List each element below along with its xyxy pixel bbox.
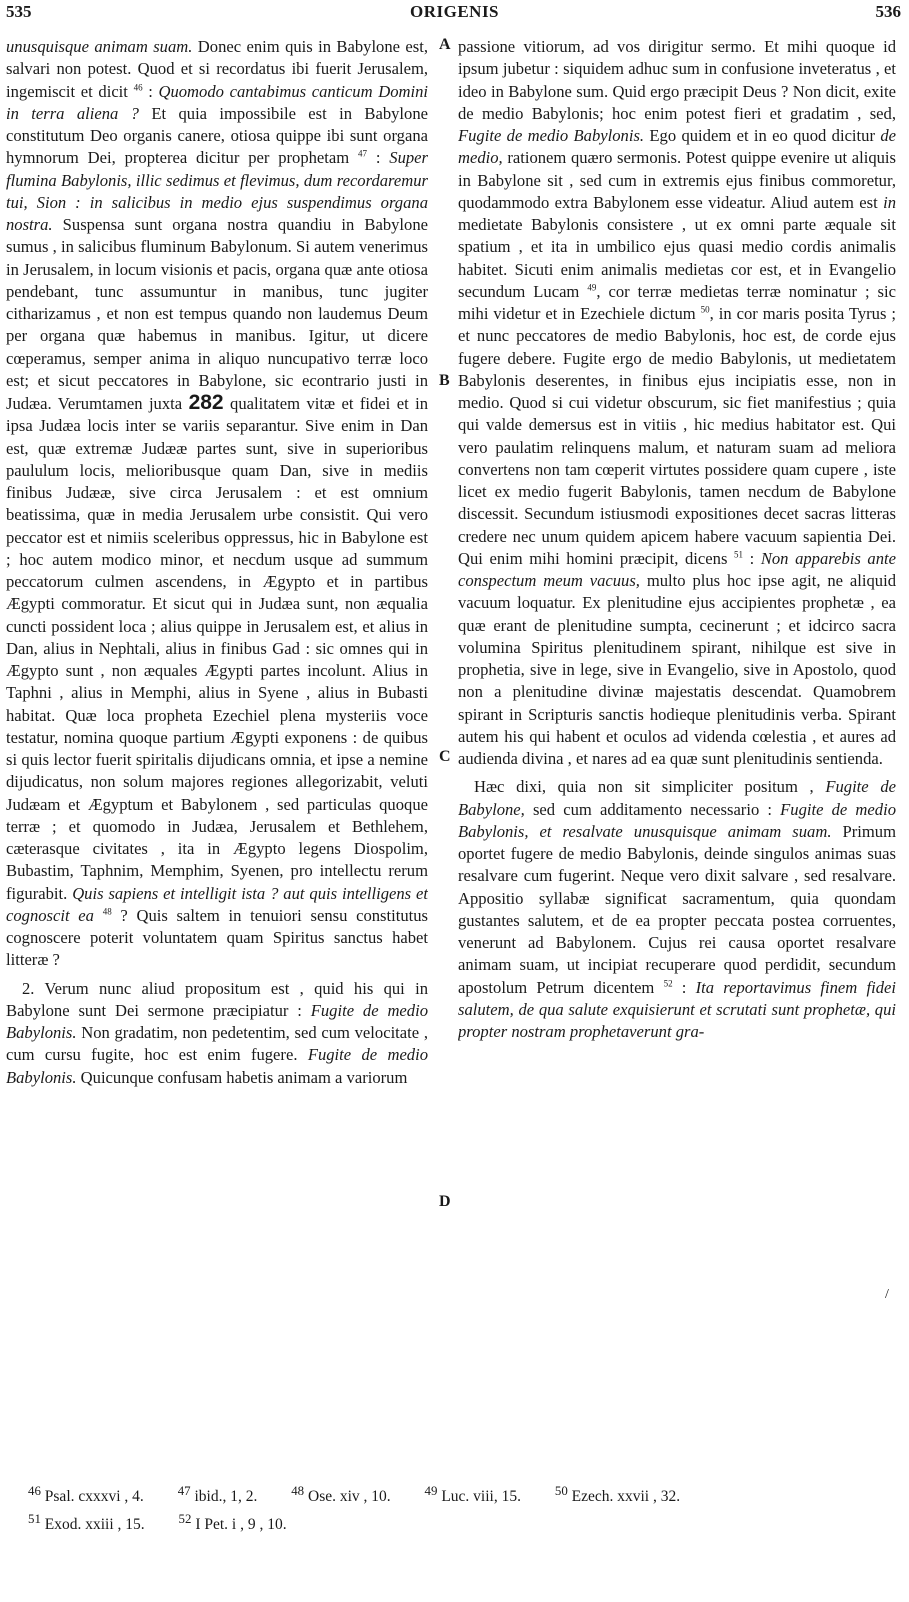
- footnotes-line-2: [28, 1508, 888, 1536]
- footnote-ref-48: 48: [102, 906, 112, 917]
- footnote-ref-51: 51: [734, 549, 743, 560]
- right-paragraph-2: Hæc dixi, quia non sit simpliciter positum , Fugite de Babylone, sed cum additamento necessario : Fugite de medio Babylonis, et resalvate unusquisque animam suam. Primum oportet fugere de medio Babylonis, deinde singulos animas suas resalvare cum fugerint. Neque vero dixit salvare , sed resalvare. Appositio syllabæ significat sacramentum, quia quondam gustantes salutem, et de ea propter peccata postea corruentes, venerunt ad Babylonem. Cujus rei causa oportet resalvare animam suam, ut incipiat recuperare quod perdidit, secundum apostolum Petrum dicentem $^{52}$ : Ita reportavimus finem fidei salutem, de qua salute exquisierunt et scrutati sunt prophetæ, qui propter nostram prophetaverunt gra-: [458, 777, 896, 1041]
- footnote-48: $^{48}$ Ose. xiv , 10.: [291, 1483, 391, 1506]
- margin-marker-d: D: [439, 1193, 451, 1210]
- page-number-right: 536: [875, 2, 901, 21]
- footnote-ref-50: 50: [700, 304, 710, 315]
- margin-mark: /: [885, 1287, 889, 1302]
- footnotes-line-1: [28, 1480, 888, 1508]
- footnote-50: $^{50}$ Ezech. xxvii , 32.: [554, 1483, 681, 1506]
- page-number-left: 535: [6, 2, 32, 21]
- footnotes: [28, 1480, 888, 1534]
- margin-marker-b: B: [439, 372, 450, 389]
- footnote-ref-47: 47: [358, 148, 368, 159]
- footnote-46: $^{46}$ Psal. cxxxvi , 4.: [28, 1483, 144, 1506]
- running-title: ORIGENIS: [409, 2, 500, 21]
- left-paragraph-2: 2. Verum nunc aliud propositum est , quid his qui in Babylone sunt Dei sermone præcipiatur : Fugite de medio Babylonis. Non gradatim, non pedetentim, sed cum velocitate , cum cursu fugite, hoc est enim fugere. Fugite de medio Babylonis. Quicunque confusam habetis animam a variorum: [6, 978, 428, 1087]
- footnote-ref-46: 46: [133, 81, 143, 92]
- page-header: [0, 0, 909, 28]
- footnote-51: $^{51}$ Exod. xxiii , 15.: [28, 1511, 145, 1534]
- footnote-ref-52: 52: [663, 977, 673, 988]
- footnote-52: $^{52}$ I Pet. i , 9 , 10.: [178, 1511, 287, 1534]
- margin-marker-c: C: [439, 748, 451, 765]
- footnote-ref-49: 49: [587, 282, 597, 293]
- footnote-47: $^{47}$ ibid., 1, 2.: [177, 1483, 258, 1506]
- footnote-49: $^{49}$ Luc. viii, 15.: [424, 1483, 521, 1506]
- margin-number-282: 282: [188, 391, 224, 414]
- left-column: [6, 36, 428, 1466]
- right-paragraph-1: passione vitiorum, ad vos dirigitur sermo. Et mihi quoque id ipsum jubetur : siquidem adhuc sum in confusione inveteratus , et ideo in Babylone sum. Quid ergo præcipit Deus ? Non dicit, exite de medio Babylonis; hoc enim potest fieri et gradatim , sed, Fugite de medio Babylonis. Ego quidem et in eo quod dicitur de medio, rationem quæro sermonis. Potest quippe evenire ut aliquis in Babylone sit , sed cum in extremis ejus finibus commoretur, quodammodo extra Babylonem esse videatur. Aliud autem est in medietate Babylonis consistere , ut ex omni parte æquale sit spatium , et ita in umbilico ejus quasi medio cordis animalis habitet. Sicuti enim animalis medietas cor est, et in Evangelio secundum Lucam $^{49}$, cor terræ medietas terræ nominatur ; sic mihi videtur et in Ezechiele dictum $^{50}$, in cor maris posita Tyrus ; et nunc peccatores de medio Babylonis, hoc est, de corde ejus fugere debere. Fugite ergo de medio Babylonis, ut medietatem Babylonis deserentes, in finibus ejus incipiatis esse, non in medio. Quod si cui videtur obscurum, sic fiet manifestius ; quia qui valde demersus est in vitiis , hic medius habitator est. Qui vero paulatim relinquens malum, et naturam suam ad meliora convertens non tam cœperit virtutes possidere quam cupere , iste licet ex medio fugerit Babylonis, tamen necdum de Babylone discessit. Secundum istiusmodi expositiones decet sacras litteras credere nec unum quidem apicem habere vacuum sapientia Dei. Qui enim mihi homini præcipit, dicens $^{51}$ : Non apparebis ante conspectum meum vacuus, multo plus hoc ipse agit, ne aliquid vacuum loquatur. Ex plenitudine ejus accipientes prophetæ , ea quæ erant de plenitudine sumpta, cecinerunt ; et idcirco sacra volumina Spiritus plenitudinem spirant, nihilque est sive in prophetia, sive in lege, sive in Evangelio, sive in Apostolo, quod non a plenitudine divinæ majestatis descendat. Quamobrem spirant in Scripturis sanctis hodieque plenitudinis verba. Spirant autem his qui habent et oculos ad videnda cœlestia , et aures ad audienda divina , et nares ad ea quæ sunt plenitudinis sentienda.: [458, 37, 896, 768]
- left-paragraph-1: unusquisque animam suam. Donec enim quis in Babylone est, salvari non potest. Quod et si recordatus ibi fuerit Jerusalem, ingemiscit et dicit $^{46}$ : Quomodo cantabimus canticum Domini in terra aliena ? Et quia impossibile est in Babylone constitutum Deo organis canere, otiosa quippe ibi sunt organa hymnorum Dei, propterea dicitur per prophetam $^{47}$ : Super flumina Babylonis, illic sedimus et flevimus, dum recordaremur tui, Sion : in salicibus in medio ejus suspendimus organa nostra. Suspensa sunt organa nostra quandiu in Babylone sumus , in salicibus fluminum Babylonum. Si autem venerimus in Jerusalem, in locum visionis et pacis, organa quæ ante otiosa pendebant, tunc assumuntur in manibus, tunc jugiter citharizamus , et non est tempus quando non laudemus Deum per organa quæ habemus in manibus. Igitur, ut dicere cœperamus, semper anima in aliquo nuncupativo terræ loco est; et sicut peccatores in Babylone, sic econtrario justi in Judæa. Verumtamen juxta 282 qualitatem vitæ et fidei et in ipsa Judæa locis inter se variis separantur. Sive enim in Dan est, quæ extremæ Judææ partes sunt, sive in superioribus paululum locis, melioribusque quam Dan, sive in mediis finibus Judææ, sive circa Jerusalem : et est omnium beatissima, quæ in media Jerusalem urbe consistit. Qui vero peccator est et nimiis sceleribus oppressus, hic in Babylone est ; hoc autem modico minor, et necdum usque ad summum peccatorum culmen ascendens, in Ægypto et in partibus Ægypti commoratur. Et sicut qui in Judæa sunt, non æqualia cuncti possident loca ; alius quippe in Jerusalem est, et alius in Dan, alius in Nephtali, alius in finibus Gad : sic omnes qui in Ægypto sunt , non æquales Ægypti partes incolunt. Alius in Taphni , alius in Memphi, alius in Syene , alius in Bubasti habitat. Quæ loca propheta Ezechiel plena mysteriis voce testatur, nomina quoque partium Ægypti exponens : de quibus si quis lector fuerit spiritalis dijudicans omnia, et ipse a nemine dijudicatus, non solum majores regiones allegorizabit, veluti Judæam et Ægyptum et Babylonem , sed particulas quoque terræ ; et quomodo in Judæa, Jerusalem et Bethlehem, cæterasque civitates , ita in Ægypto legens Diospolim, Bubastim, Taphnim, Memphim, Syenen, pro intellectu rerum figurabit. Quis sapiens et intelligit ista ? aut quis intelligens et cognoscit ea $^{48}$ ? Quis saltem in tenuiori sensu constitutus cognoscere poterit voluntatem quam Spiritus sanctus habet litteræ ?: [6, 37, 428, 970]
- right-column: [458, 36, 896, 1466]
- margin-marker-a: A: [439, 36, 451, 53]
